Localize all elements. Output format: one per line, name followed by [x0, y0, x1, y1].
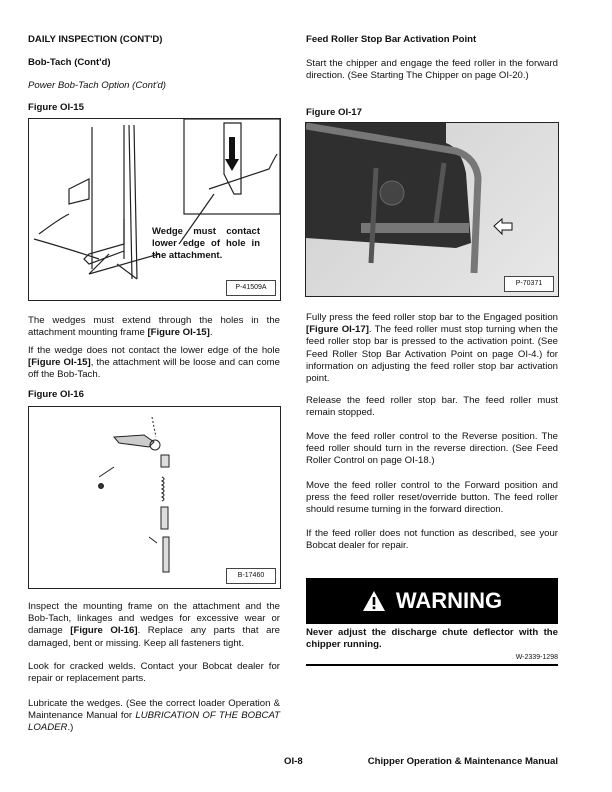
text: Lubricate the wedges. (See the correct loader Operation & Maintenance Manual for — [28, 698, 280, 722]
stop-bar-photo — [306, 123, 558, 296]
text: . The feed roller must stop turning when the feed roller stop bar is pressed to the activation point. (See Feed Roller Stop Bar Activation Point on page OI-4.) for information on adjusting the feed roller stop bar activation point. — [306, 324, 559, 385]
section-heading: Feed Roller Stop Bar Activation Point — [306, 34, 477, 45]
paragraph-wedges-extend — [28, 315, 280, 339]
figure-ol16 — [28, 406, 281, 589]
paragraph-forward: Move the feed roller control to the Forward position and press the feed roller reset/override button. The feed roller should resume turning in the forward direction. — [306, 480, 558, 516]
figure-code: P-41509A — [226, 280, 276, 296]
paragraph-wedge-contact — [28, 345, 280, 382]
figure-reference: [Figure OI-16] — [70, 625, 138, 637]
figure-reference: [Figure OI-15] — [147, 327, 210, 339]
paragraph-press-stop-bar — [306, 312, 558, 385]
divider — [306, 664, 558, 666]
text: , the attachment will be loose and can come off the Bob-Tach. — [28, 357, 280, 381]
figure-ol16-label: Figure OI-16 — [28, 389, 84, 400]
wedge-illustration — [29, 119, 280, 300]
figure-reference: [Figure OI-17] — [306, 324, 369, 336]
paragraph-dealer: If the feed roller does not function as described, see your Bobcat dealer for repair. — [306, 528, 558, 552]
text: The wedges must extend through the holes in the attachment mounting frame — [28, 315, 280, 339]
paragraph-cracked-welds: Look for cracked welds. Contact your Bobcat dealer for repair or replacement parts. — [28, 661, 280, 685]
paragraph-start-chipper: Start the chipper and engage the feed roller in the forward direction. (See Starting The Chipper on page OI-20.) — [306, 58, 558, 82]
text: If the wedge does not contact the lower edge of the hole — [28, 345, 280, 356]
option-title: Power Bob-Tach Option (Cont'd) — [28, 80, 166, 91]
paragraph-inspect-frame — [28, 601, 280, 650]
warning-triangle-icon — [362, 590, 386, 612]
paragraph-release-stop-bar: Release the feed roller stop bar. The feed roller must remain stopped. — [306, 395, 558, 419]
text: Fully press the feed roller stop bar to the Engaged position — [306, 312, 558, 323]
subsection-title: Bob-Tach (Cont'd) — [28, 57, 111, 68]
manual-title: Chipper Operation & Maintenance Manual — [367, 756, 558, 767]
paragraph-reverse: Move the feed roller control to the Reverse position. The feed roller should turn in the reverse direction. (See Feed Roller Control on page OI-18.) — [306, 431, 558, 467]
text: .) — [67, 722, 74, 734]
text: Inspect the mounting frame on the attachment and the Bob-Tach, linkages and wedges for excessive wear or damage — [28, 601, 280, 637]
warning-text: Never adjust the discharge chute deflector with the chipper running. — [306, 627, 558, 651]
figure-ol15-label: Figure OI-15 — [28, 102, 84, 113]
figure-ol17-label: Figure OI-17 — [306, 107, 362, 118]
linkage-illustration — [29, 407, 280, 588]
text: . — [209, 327, 213, 339]
figure-callout: Wedge must contact lower edge of hole in the attachment. — [152, 226, 260, 261]
page-number: OI-8 — [284, 756, 303, 767]
figure-ol17 — [305, 122, 559, 297]
figure-ol15 — [28, 118, 281, 301]
manual-reference: LUBRICATION OF THE BOBCAT LOADER — [28, 710, 281, 734]
warning-banner — [306, 578, 558, 624]
text: . Replace any parts that are damaged, bent or missing. Keep all fasteners tight. — [28, 625, 281, 649]
warning-title: WARNING — [395, 587, 503, 613]
section-title: DAILY INSPECTION (CONT'D) — [28, 34, 163, 45]
figure-code: P-70371 — [504, 276, 554, 292]
figure-code: B-17460 — [226, 568, 276, 584]
paragraph-lubricate — [28, 698, 280, 735]
warning-code: W-2339-1298 — [515, 654, 558, 661]
figure-reference: [Figure OI-15] — [28, 357, 91, 369]
